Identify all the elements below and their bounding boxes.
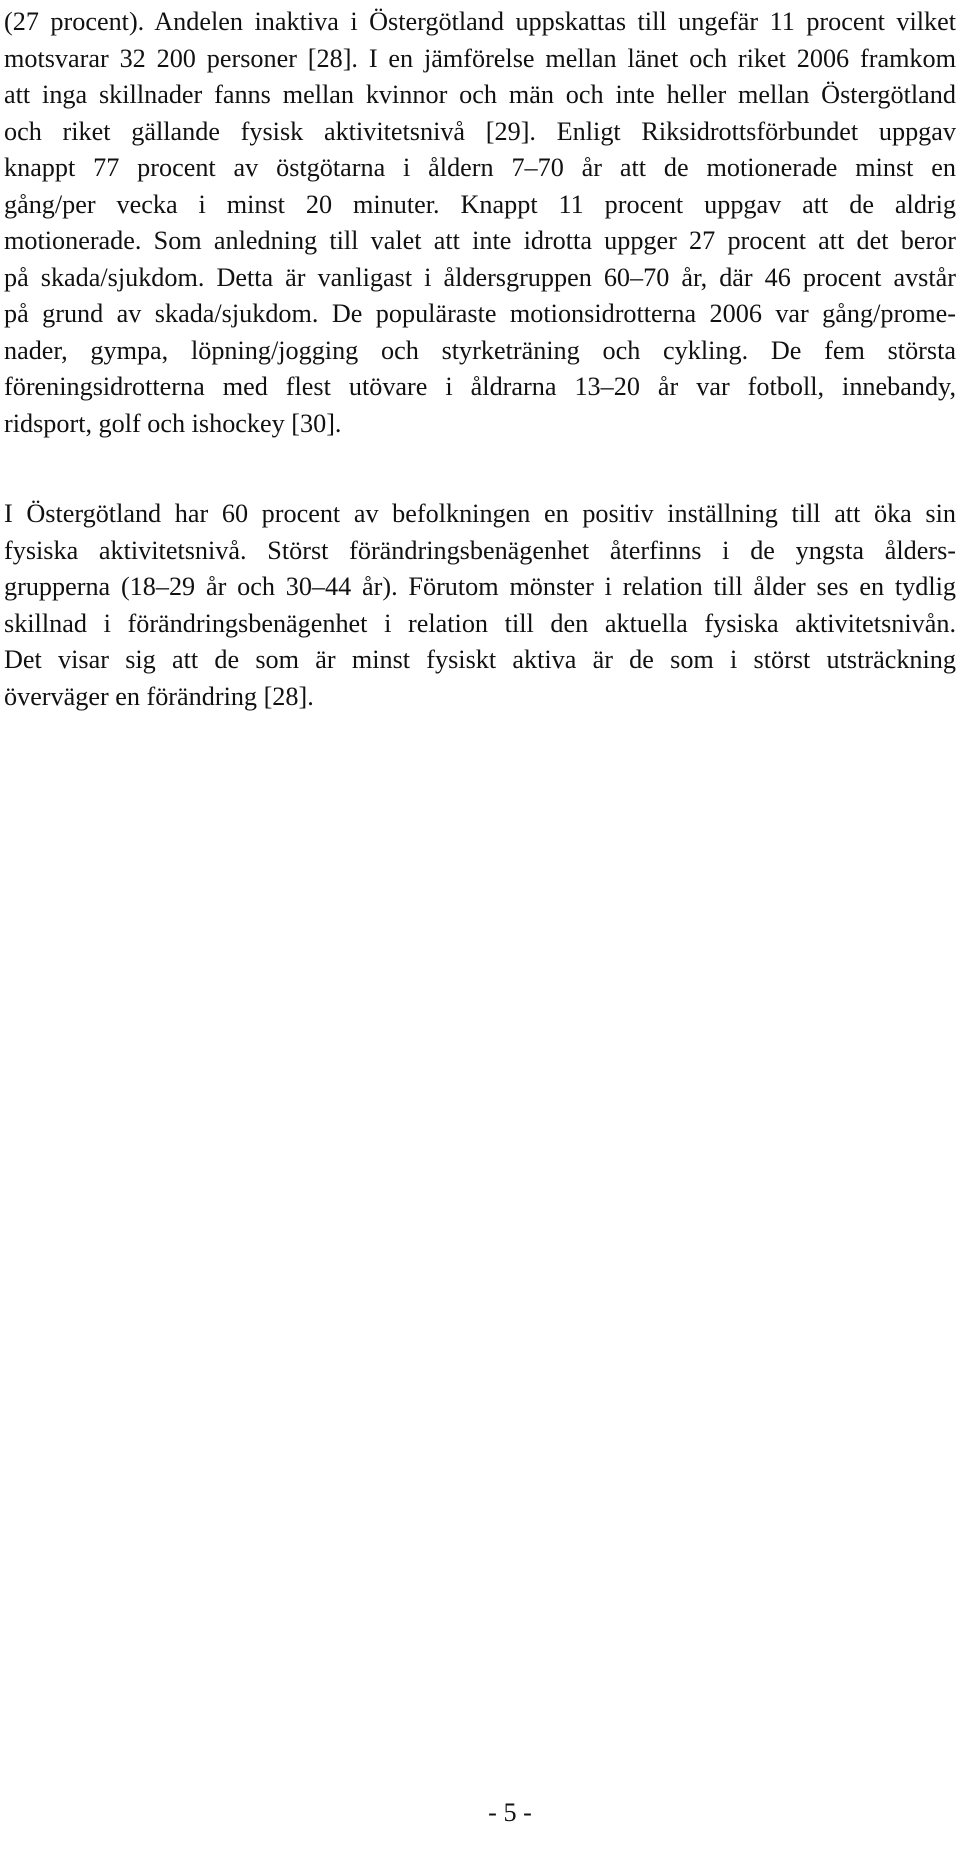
text-line: knappt 77 procent av östgötarna i åldern 7–70 år att de motionerade minst en <box>4 153 956 182</box>
text-line: nader, gympa, löpning/jogging och styrketräning och cykling. De fem största <box>4 335 956 365</box>
text-line: gång/per vecka i minst 20 minuter. Knappt 11 procent uppgav att de aldrig <box>4 189 956 219</box>
page-number: - 5 - <box>488 1798 532 1827</box>
text-line: föreningsidrotterna med flest utövare i åldrarna 13–20 år var fotboll, innebandy, <box>4 372 956 401</box>
paragraph-1 <box>4 4 956 442</box>
text-line: att inga skillnader fanns mellan kvinnor och män och inte heller mellan Östergötland <box>4 80 956 109</box>
body-text <box>4 4 956 715</box>
text-line: motsvarar 32 200 personer [28]. I en jämförelse mellan länet och riket 2006 framkom <box>4 43 956 73</box>
text-line: I Östergötland har 60 procent av befolkningen en positiv inställning till att öka sin <box>4 499 956 528</box>
text-line: grupperna (18–29 år och 30–44 år). Förutom mönster i relation till ålder ses en tydlig <box>4 572 956 601</box>
text-line: på grund av skada/sjukdom. De populäraste motionsidrotterna 2006 var gång/prome- <box>4 299 956 328</box>
text-line: skillnad i förändringsbenägenhet i relation till den aktuella fysiska aktivitetsnivån. <box>4 608 956 638</box>
text-line: (27 procent). Andelen inaktiva i Östergötland uppskattas till ungefär 11 procent vilket <box>4 7 956 36</box>
text-line: och riket gällande fysisk aktivitetsnivå [29]. Enligt Riksidrottsförbundet uppgav <box>4 116 956 146</box>
text-line: fysiska aktivitetsnivå. Störst förändringsbenägenhet återfinns i de yngsta ålders- <box>4 535 956 565</box>
text-line: Det visar sig att de som är minst fysiskt aktiva är de som i störst utsträckning <box>4 645 956 674</box>
paragraph-2 <box>4 496 956 715</box>
paragraph-spacer <box>4 442 956 496</box>
text-line: motionerade. Som anledning till valet att inte idrotta uppger 27 procent att det beror <box>4 226 956 255</box>
text-line: på skada/sjukdom. Detta är vanligast i åldersgruppen 60–70 år, där 46 procent avstår <box>4 262 956 292</box>
text-line: överväger en förändring [28]. <box>4 681 314 711</box>
text-line: ridsport, golf och ishockey [30]. <box>4 408 342 438</box>
